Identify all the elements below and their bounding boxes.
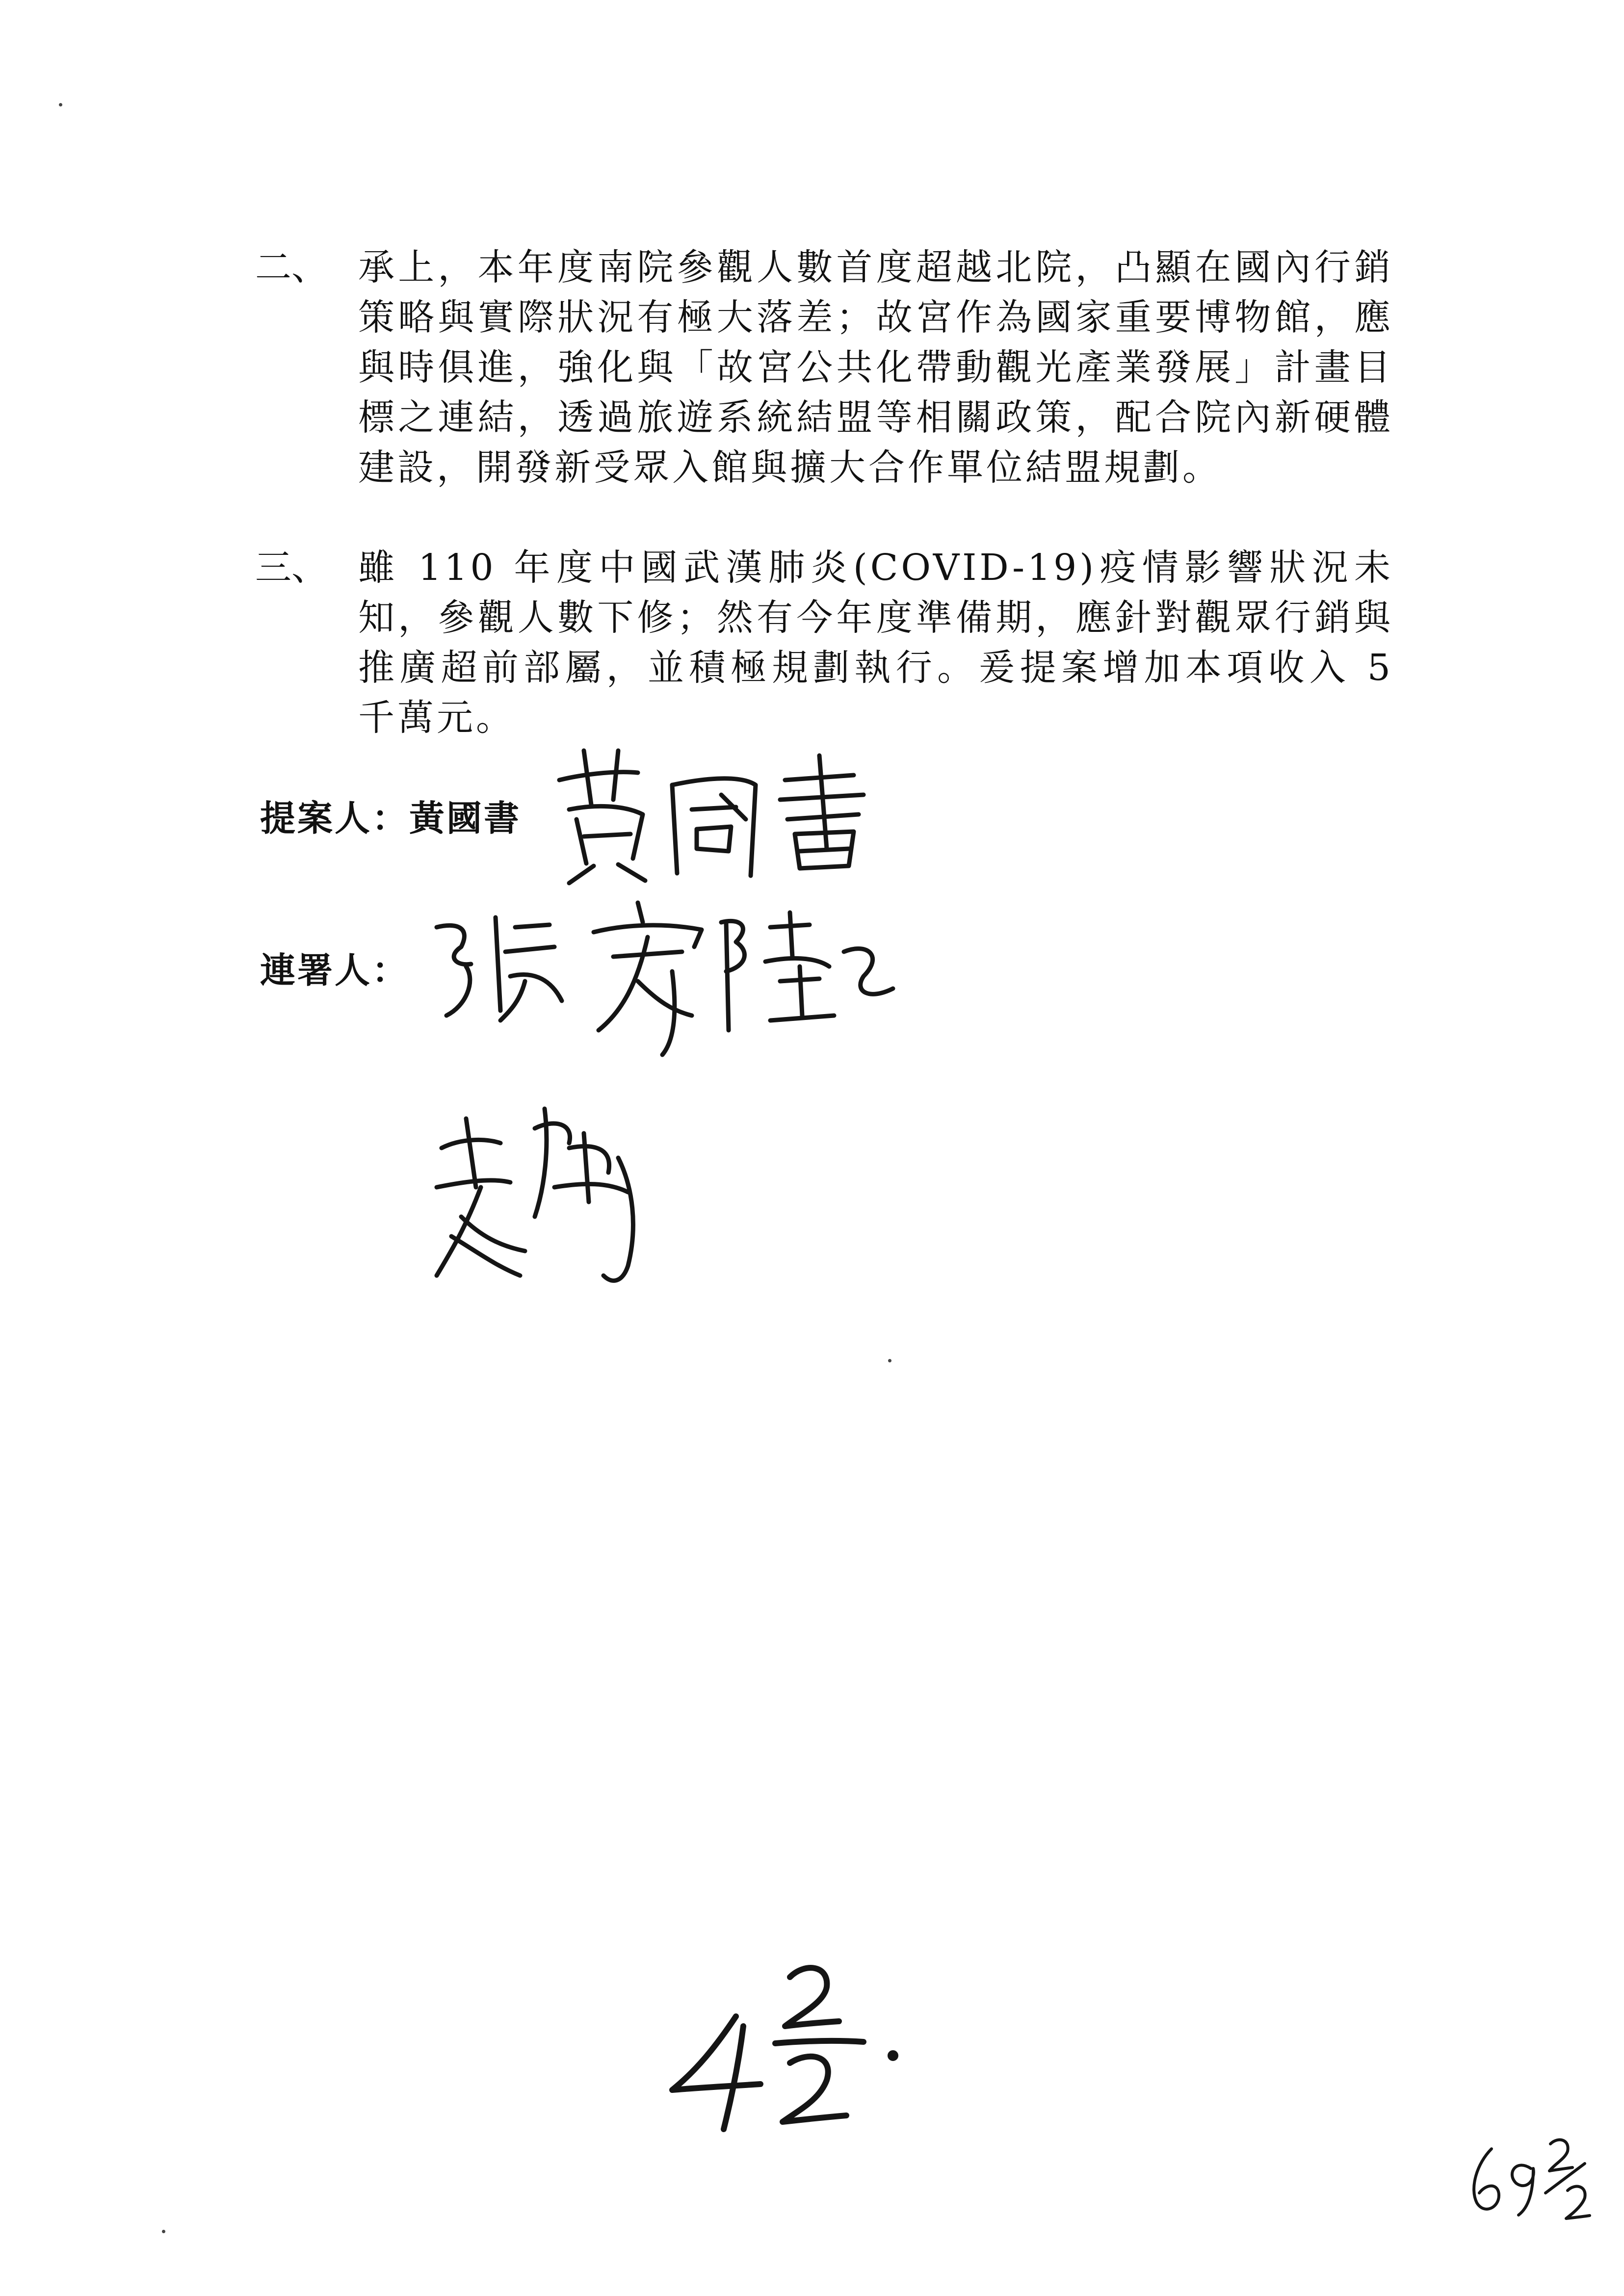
scan-speck — [59, 103, 62, 106]
scan-speck — [162, 2230, 165, 2233]
cosigner-label: 連署人： — [260, 950, 410, 991]
proposer-name: 黃國書 — [409, 798, 522, 839]
paragraph-text: 承上，本年度南院參觀人數首度超越北院，凸顯在國內行銷策略與實際狀況有極大落差；故宮作為國家重要博物館，應與時俱進，強化與「故宮公共化帶動觀光產業發展」計畫目標之連結，透過旅遊系統結盟等相關政策，配合院內新硬體建設，開發新受眾入館與擴大合作單位結盟規劃。 — [358, 246, 1393, 489]
cosigner-line — [260, 942, 409, 993]
handwritten-corner-mark — [1457, 2110, 1604, 2237]
scan-speck — [888, 1359, 891, 1362]
paragraph-number: 三、 — [255, 547, 328, 589]
handwritten-page-mark — [657, 1957, 932, 2139]
proposer-label: 提案人： — [260, 798, 410, 839]
paragraph-text: 雖 110 年度中國武漢肺炎(COVID-19)疫情影響狀況未知，參觀人數下修；然有今年度準備期，應針對觀眾行銷與推廣超前部屬，並積極規劃執行。爰提案增加本項收入 5 千萬元。 — [358, 547, 1393, 739]
cosigner-signature-2 — [422, 1089, 677, 1295]
proposer-line — [260, 790, 521, 841]
proposer-signature — [540, 736, 893, 888]
cosigner-signature-1 — [427, 883, 917, 1060]
paragraph-number: 二、 — [255, 246, 328, 288]
